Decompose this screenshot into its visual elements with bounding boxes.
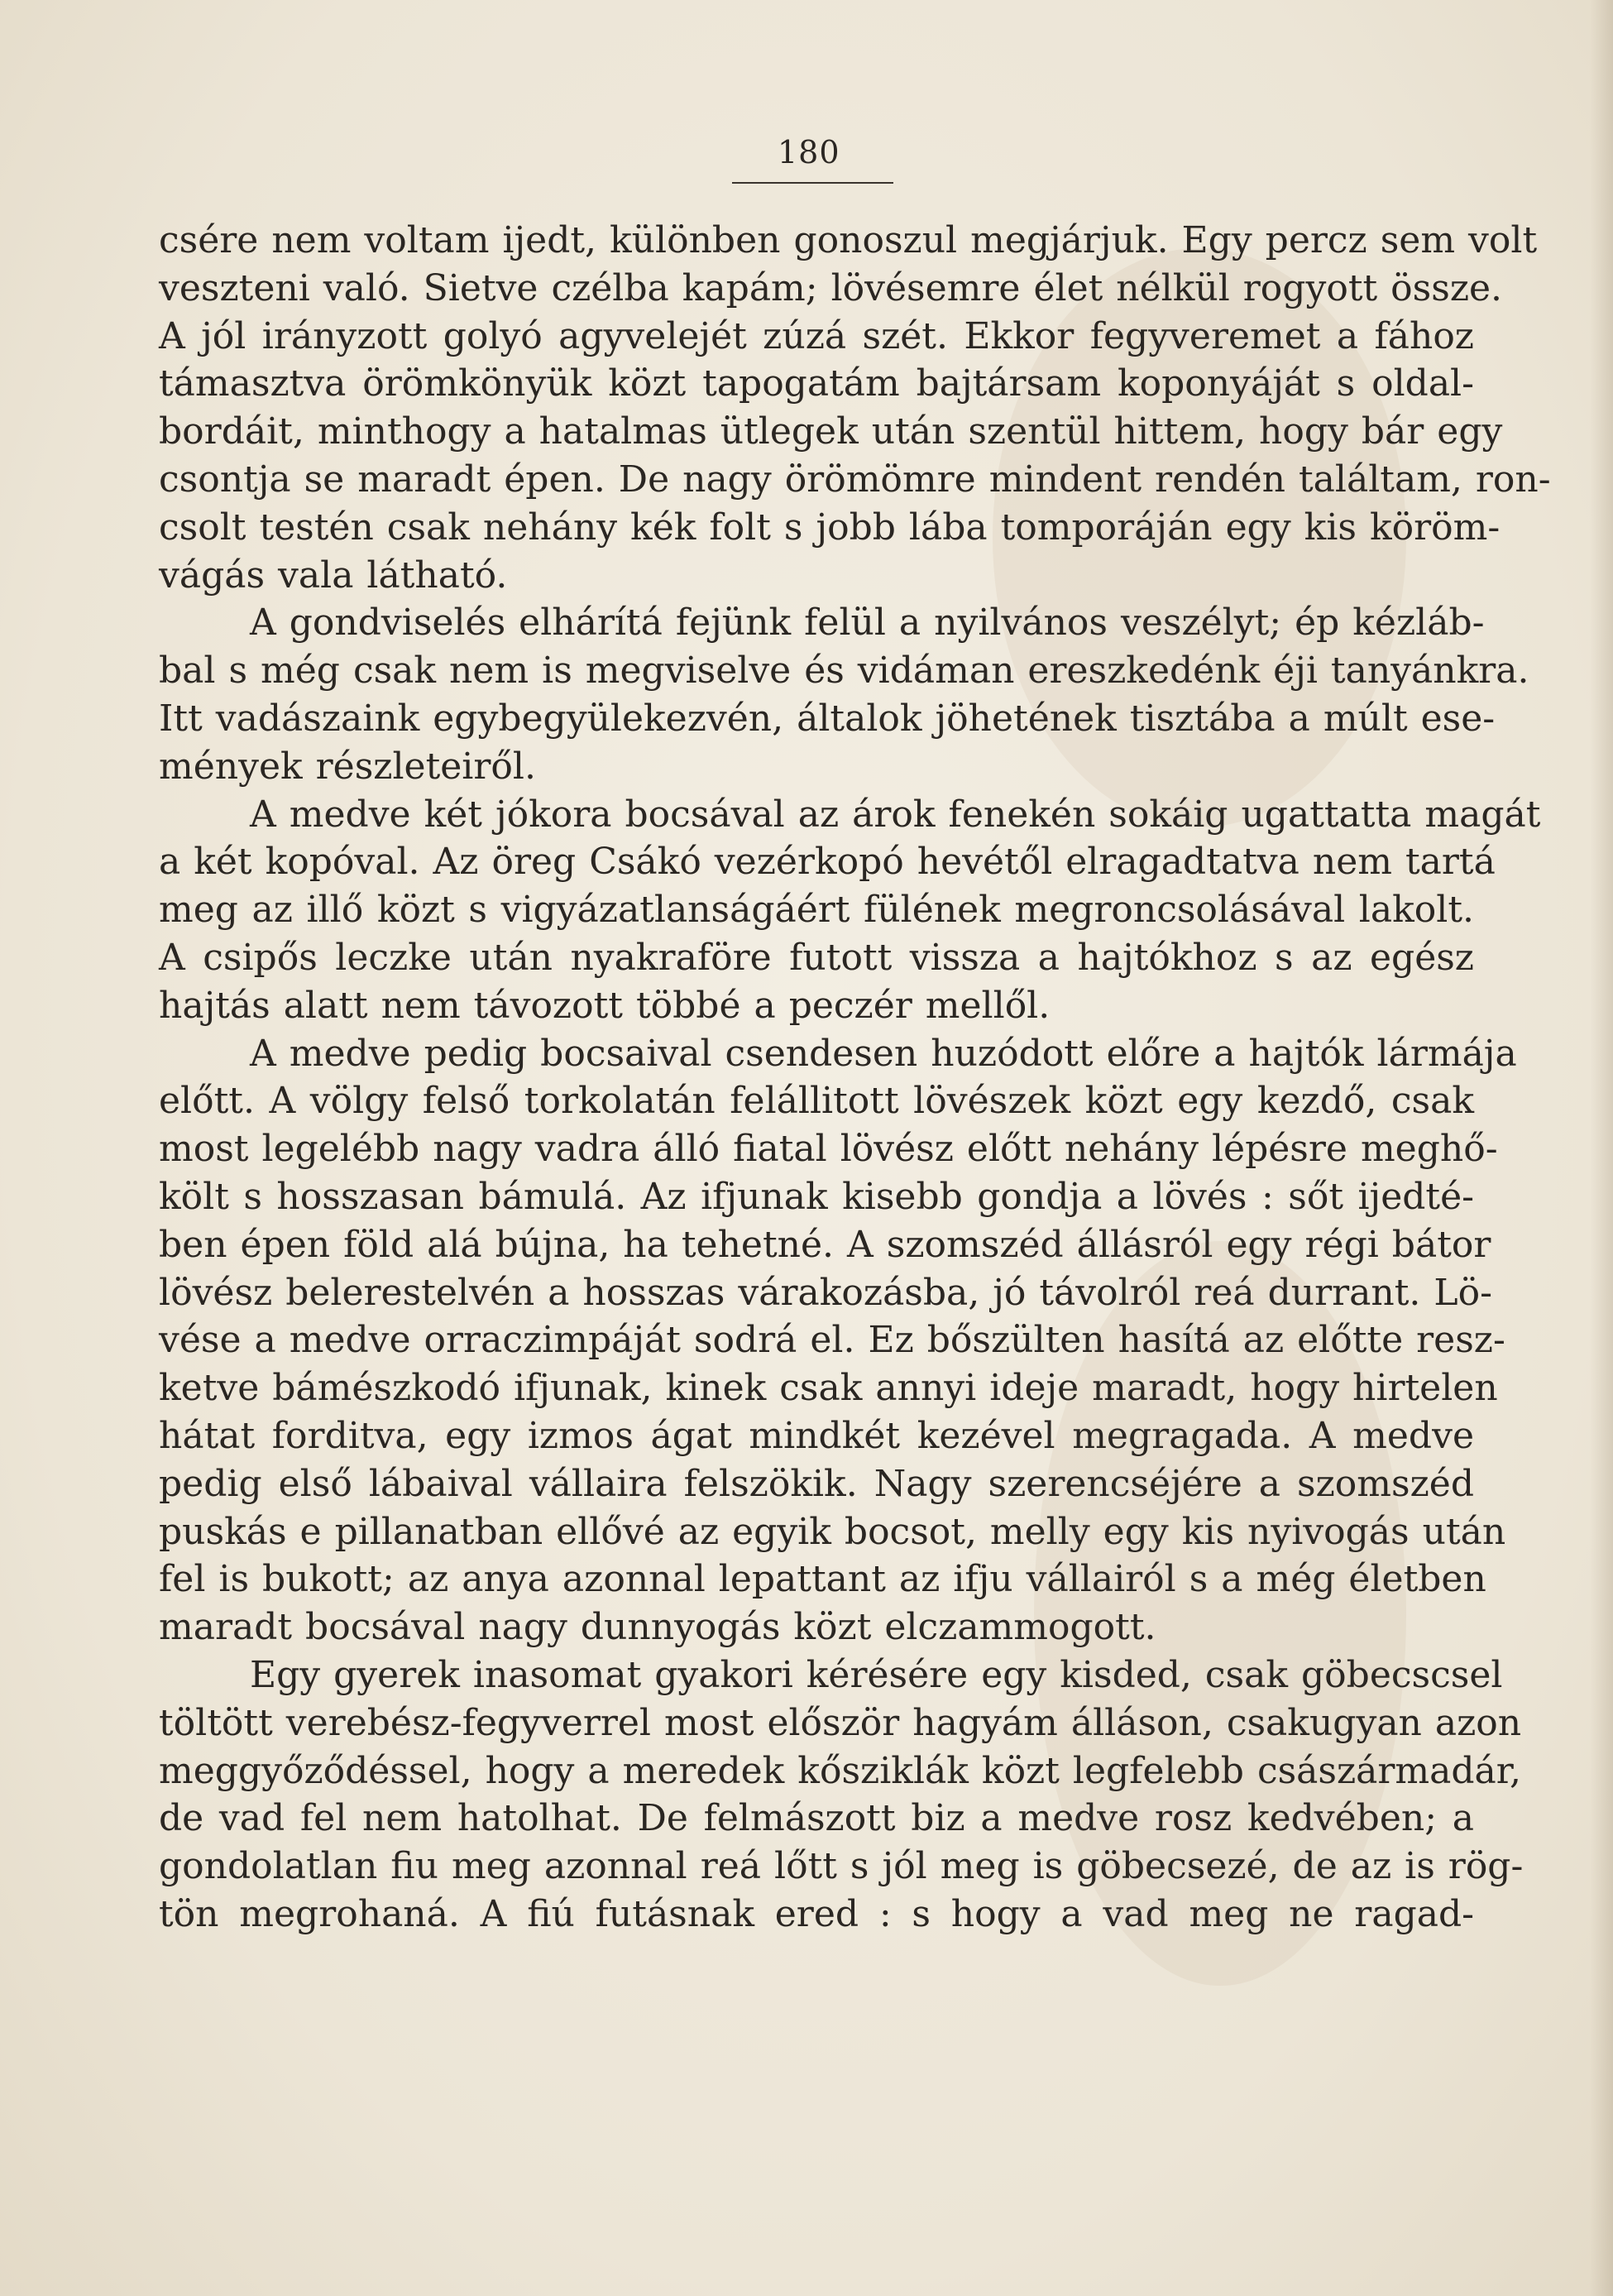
text-line: gondolatlan fiu meg azonnal reá lőtt s jól meg is göbecsezé, de az is rög- — [159, 1845, 1524, 1888]
text-line: A medve pedig bocsaival csendesen huzódott előre a hajtók lármája — [250, 1032, 1517, 1075]
text-line: vágás vala látható. — [159, 554, 508, 597]
text-line: hátat forditva, egy izmos ágat mindkét kezével megragada. A medve — [159, 1414, 1474, 1457]
text-line: hajtás alatt nem távozott többé a peczér mellől. — [159, 984, 1051, 1027]
text-line: de vad fel nem hatolhat. De felmászott biz a medve rosz kedvében; a — [159, 1797, 1474, 1840]
text-line: bal s még csak nem is megviselve és vidáman ereszkedénk éji tanyánkra. — [159, 649, 1529, 693]
text-line: előtt. A völgy felső torkolatán felállitott lövészek közt egy kezdő, csak — [159, 1080, 1474, 1123]
text-line: költ s hosszasan bámulá. Az ifjunak kisebb gondja a lövés : sőt ijedté- — [159, 1175, 1474, 1218]
text-line: Itt vadászaink egybegyülekezvén, általok jöhetének tisztába a múlt ese- — [159, 697, 1496, 740]
body-text — [159, 217, 1551, 1939]
text-line: lövész belerestelvén a hosszas várakozásba, jó távolról reá durrant. Lö- — [159, 1271, 1492, 1314]
text-line: pedig első lábaival vállaira felszökik. Nagy szerencséjére a szomszéd — [159, 1462, 1474, 1505]
page-edge-shadow — [1590, 0, 1613, 2296]
text-line: ketve bámészkodó ifjunak, kinek csak annyi ideje maradt, hogy hirtelen — [159, 1367, 1498, 1410]
text-line: meggyőződéssel, hogy a meredek kősziklák közt legfelebb császármadár, — [159, 1749, 1521, 1792]
text-line: A csipős leczke után nyakraföre futott vissza a hajtókhoz s az egész — [159, 936, 1474, 979]
text-line: fel is bukott; az anya azonnal lepattant az ifju vállairól s a még életben — [159, 1558, 1486, 1601]
text-line: maradt bocsával nagy dunnyogás közt elczammogott. — [159, 1606, 1156, 1649]
text-line: most legelébb nagy vadra álló fiatal lövész előtt nehány lépésre meghő- — [159, 1128, 1498, 1171]
text-line: mények részleteiről. — [159, 745, 536, 788]
text-line: tön megrohaná. A fiú futásnak ered : s hogy a vad meg ne ragad- — [159, 1892, 1474, 1935]
text-line: töltött verebész-fegyverrel most először hagyám álláson, csakugyan azon — [159, 1701, 1522, 1744]
text-line: csolt testén csak nehány kék folt s jobb lába tomporáján egy kis köröm- — [159, 506, 1501, 549]
text-line: csontja se maradt épen. De nagy örömömre mindent rendén találtam, ron- — [159, 458, 1551, 501]
text-line: meg az illő közt s vigyázatlanságáért fülének megroncsolásával lakolt. — [159, 889, 1474, 932]
text-line: ben épen föld alá bújna, ha tehetné. A szomszéd állásról egy régi bátor — [159, 1223, 1491, 1266]
text-line: Egy gyerek inasomat gyakori kérésére egy kisded, csak göbecscsel — [250, 1653, 1503, 1696]
text-line: A medve két jókora bocsával az árok fenekén sokáig ugattatta magát — [250, 793, 1541, 836]
text-line: veszteni való. Sietve czélba kapám; lövésemre élet nélkül rogyott össze. — [159, 266, 1503, 309]
text-line: támasztva örömkönyük közt tapogatám bajtársam koponyáját s oldal- — [159, 362, 1474, 405]
text-line: puskás e pillanatban ellővé az egyik bocsot, melly egy kis nyivogás után — [159, 1510, 1506, 1553]
page-number: 180 — [778, 134, 840, 170]
text-line: A jól irányzott golyó agyvelejét zúzá szét. Ekkor fegyveremet a fához — [159, 314, 1474, 357]
text-line: vése a medve orraczimpáját sodrá el. Ez bőszülten hasítá az előtte resz- — [159, 1319, 1505, 1362]
text-line: A gondviselés elhárítá fejünk felül a nyilvános veszélyt; ép kézláb- — [250, 602, 1485, 645]
page-number-rule — [732, 182, 893, 184]
text-line: csére nem voltam ijedt, különben gonoszul megjárjuk. Egy percz sem volt — [159, 219, 1538, 261]
text-line: a két kopóval. Az öreg Csákó vezérkopó hevétől elragadtatva nem tartá — [159, 841, 1496, 884]
text-line: bordáit, minthogy a hatalmas ütlegek után szentül hittem, hogy bár egy — [159, 410, 1503, 453]
